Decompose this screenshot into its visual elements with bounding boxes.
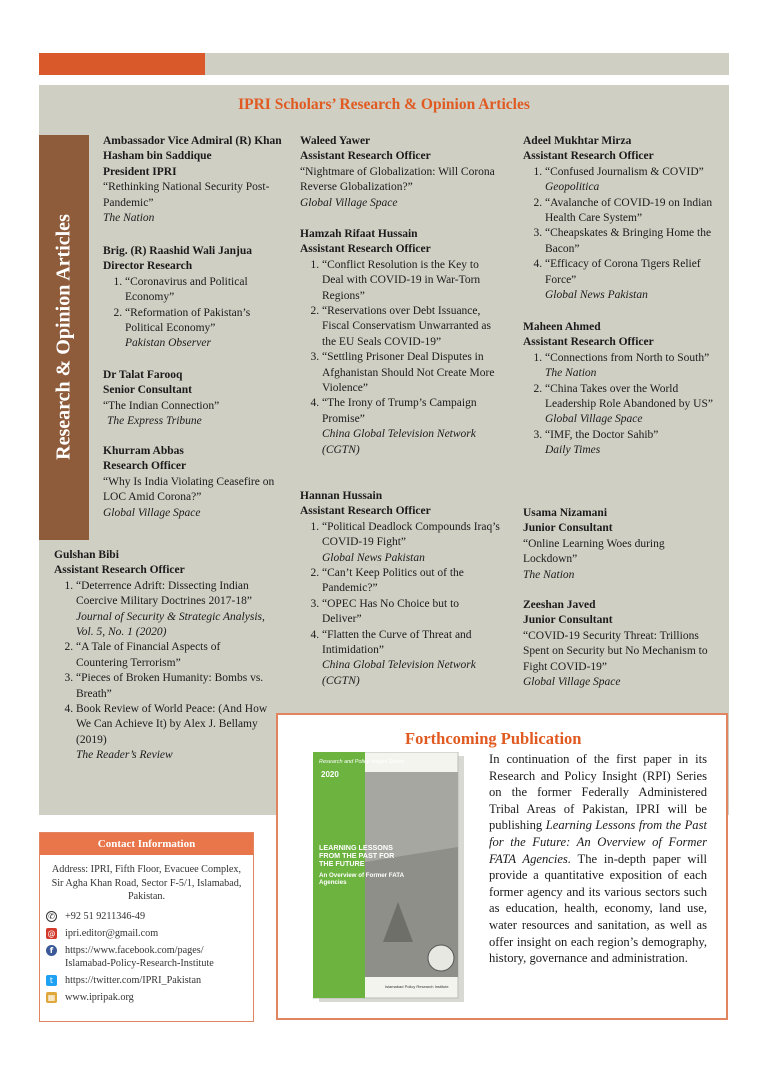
article-source: Global News Pakistan [322, 551, 425, 564]
page-title: IPRI Scholars’ Research & Opinion Articles [238, 96, 530, 113]
article-title: “The Indian Connection” [103, 399, 220, 412]
book-cover-image [313, 752, 468, 1006]
scholar-role: Assistant Research Officer [300, 150, 431, 163]
contact-website-row [46, 991, 253, 1004]
article-title: “Deterrence Adrift: Dissecting Indian Coercive Military Doctrines 2017-18” [76, 579, 252, 608]
list-item [76, 579, 269, 641]
article-title: 2. “Reformation of Pakistan’s Political Economy” [125, 306, 288, 337]
forthcoming-title: Forthcoming Publication [405, 729, 582, 748]
scholar-entry [523, 320, 721, 459]
scholar-name: Adeel Mukhtar Mirza [523, 135, 632, 147]
article-source: Global Village Space [103, 506, 201, 519]
forthcoming-text-end: The in-depth paper will provide a quantitative exposition of each former agency and its various sectors such as education, health, economy, land use, water resources and sanitation, as well as offer insight on each region’s demography, history, governance and administration. [489, 851, 707, 966]
scholar-role: Research Officer [103, 460, 187, 473]
book-title: LEARNING LESSONS FROM THE PAST FOR THE FUTURE [319, 844, 395, 869]
forthcoming-text-italic: Learning Lessons from the Past for the Future: An Overview of Former FATA Agencies. [489, 818, 708, 866]
article-title: 3. “Cheapskates & Bringing Home the Bacon” [545, 226, 721, 257]
scholar-entry [523, 134, 721, 303]
article-title: 1. “Coronavirus and Political Economy” [125, 275, 288, 306]
list-item [545, 351, 721, 382]
article-source: The Reader’s Review [76, 749, 173, 762]
book-publisher: Islamabad Policy Research Institute [385, 984, 449, 989]
article-source: China Global Television Network (CGTN) [322, 659, 476, 687]
list-item [322, 520, 500, 566]
scholar-entry [300, 227, 500, 458]
forthcoming-text-start: In continuation of the first paper in its Research and Policy Insight (RPI) Series on the former Federally Administered Tribal Areas of Pakistan, IPRI will be publishing [489, 752, 707, 833]
scholar-role: Assistant Research Officer [54, 564, 185, 577]
article-title: “Connections from North to South” [545, 351, 710, 364]
forthcoming-description [489, 751, 707, 967]
scholar-entry [103, 244, 288, 352]
scholar-role: Senior Consultant [103, 384, 192, 397]
article-list [54, 579, 269, 764]
contact-email-row [46, 927, 253, 940]
article-source: Journal of Security & Strategic Analysis, Vol. 5, No. 1 (2020) [76, 610, 265, 639]
scholar-role: Assistant Research Officer [523, 150, 654, 163]
article-title: “Nightmare of Globalization: Will Corona Reverse Globalization?” [300, 165, 495, 194]
article-title: “Confused Journalism & COVID” [545, 165, 704, 178]
article-title: “Efficacy of Corona Tigers Relief Force” [545, 258, 701, 286]
scholar-name: Ambassador Vice Admiral (R) Khan Hasham bin Saddique [103, 135, 282, 163]
contact-address: Address: IPRI, Fifth Floor, Evacuee Complex, Sir Agha Khan Road, Sector F-5/1, Islamabad, Pakistan. [51, 864, 242, 902]
book-year: 2020 [321, 770, 339, 779]
scholar-entry [54, 548, 269, 764]
book-title-block [319, 844, 409, 914]
contact-twitter-link[interactable]: https://twitter.com/IPRI_Pakistan [65, 974, 202, 986]
article-source: The Express Tribune [107, 415, 202, 428]
list-item [322, 396, 500, 458]
article-source: Global Village Space [300, 196, 398, 209]
article-title: “Why Is India Violating Ceasefire on LOC Amid Corona?” [103, 475, 275, 504]
scholar-name: Brig. (R) Raashid Wali Janjua [103, 245, 252, 257]
scholar-name: Gulshan Bibi [54, 549, 119, 561]
article-source: The Nation [545, 367, 597, 380]
scholar-role: Assistant Research Officer [523, 336, 654, 349]
scholar-name: Dr Talat Farooq [103, 369, 183, 381]
article-list [523, 351, 721, 459]
contact-website-link[interactable]: www.ipripak.org [65, 991, 134, 1003]
scholar-name: Waleed Yawer [300, 135, 371, 147]
scholar-name: Zeeshan Javed [523, 599, 596, 611]
scholar-entry [523, 598, 721, 690]
header-accent-bar [39, 53, 205, 75]
list-item [545, 382, 721, 428]
article-source: The Nation [523, 568, 575, 581]
article-list [300, 520, 500, 689]
scholar-entry [300, 134, 500, 211]
list-item [545, 165, 721, 196]
scholar-role: Assistant Research Officer [300, 243, 431, 256]
article-title: 2. “Avalanche of COVID-19 on Indian Health Care System” [545, 196, 721, 227]
list-item [76, 702, 269, 764]
scholar-entry [300, 489, 500, 689]
article-source: Global Village Space [523, 676, 621, 689]
article-title: 3. “OPEC Has No Choice but to Deliver” [322, 597, 500, 628]
email-icon: @ [47, 928, 56, 938]
header-bar [205, 53, 729, 75]
article-source: Pakistan Observer [125, 337, 211, 350]
contact-phone-row [46, 910, 253, 923]
article-title: “China Takes over the World Leadership Role Abandoned by US” [545, 382, 713, 411]
article-source: The Nation [103, 212, 155, 225]
article-title: “Online Learning Woes during Lockdown” [523, 537, 665, 566]
article-title: 2. “Reservations over Debt Issuance, Fiscal Conservatism Unwarranted as the EU Seals COVID-19” [322, 304, 500, 350]
scholar-role: Assistant Research Officer [300, 505, 431, 518]
contact-facebook-link[interactable]: https://www.facebook.com/pages/ Islamabad-Policy-Research-Institute [65, 944, 214, 969]
book-subtitle: An Overview of Former FATA Agencies [319, 871, 404, 887]
scholar-entry [103, 134, 288, 226]
article-title: “Flatten the Curve of Threat and Intimidation” [322, 628, 472, 657]
book-logo [428, 945, 454, 971]
contact-box [39, 832, 254, 1022]
phone-icon: ✆ [46, 911, 57, 922]
article-title: “The Irony of Trump’s Campaign Promise” [322, 397, 477, 425]
article-title: 2. “Can’t Keep Politics out of the Pandemic?” [322, 566, 500, 597]
article-title: “Rethinking National Security Post-Pandemic” [103, 181, 270, 209]
scholar-role: Junior Consultant [523, 522, 613, 535]
twitter-icon: t [46, 975, 57, 986]
facebook-icon: f [46, 945, 57, 956]
book-series-label: Research and Policy Insight Series [319, 759, 405, 765]
scholar-entry [103, 444, 288, 521]
scholar-name: Khurram Abbas [103, 445, 184, 457]
article-title: “COVID-19 Security Threat: Trillions Spent on Security but No Mechanism to Fight COVID-19” [523, 629, 708, 673]
contact-phone: +92 51 9211346-49 [65, 910, 146, 922]
list-item [545, 257, 721, 303]
scholar-name: Maheen Ahmed [523, 321, 601, 333]
list-item [322, 628, 500, 690]
sidebar-label: Research & Opinion Articles [52, 214, 75, 460]
article-source: Global News Pakistan [545, 289, 648, 302]
contact-heading: Contact Information [40, 833, 253, 855]
article-source: Geopolitica [545, 181, 600, 194]
article-list [300, 258, 500, 458]
contact-twitter-row [46, 974, 253, 987]
scholar-name: Hannan Hussain [300, 490, 383, 502]
article-source: China Global Television Network (CGTN) [322, 428, 476, 456]
article-title: “IMF, the Doctor Sahib” [545, 428, 659, 441]
article-title: “Political Deadlock Compounds Iraq’s COVID-19 Fight” [322, 520, 500, 549]
scholar-role: Junior Consultant [523, 614, 613, 627]
contact-facebook-row [46, 944, 253, 970]
article-title: 3. “Pieces of Broken Humanity: Bombs vs. Breath” [76, 671, 269, 702]
scholar-name: Hamzah Rifaat Hussain [300, 228, 418, 240]
scholar-role: President IPRI [103, 165, 177, 178]
scholar-entry [103, 368, 288, 430]
article-title: 1. “Conflict Resolution is the Key to Deal with COVID-19 in War-Torn Regions” [322, 258, 500, 304]
article-title: 3. “Settling Prisoner Deal Disputes in Afghanistan Should Not Create More Violence” [322, 350, 500, 396]
article-title: Book Review of World Peace: (And How We Can Achieve It) by Alex J. Bellamy (2019) [76, 703, 268, 746]
scholar-name: Usama Nizamani [523, 507, 608, 519]
website-icon: ▦ [47, 992, 56, 1002]
contact-email-link[interactable]: ipri.editor@gmail.com [65, 927, 159, 939]
scholar-role: Director Research [103, 260, 193, 273]
article-source: Global Village Space [545, 413, 643, 426]
article-list [523, 165, 721, 304]
list-item [545, 428, 721, 459]
article-source: Daily Times [545, 444, 601, 457]
article-title: 2. “A Tale of Financial Aspects of Countering Terrorism” [76, 640, 269, 671]
article-list [103, 275, 288, 337]
scholar-entry [523, 506, 721, 583]
